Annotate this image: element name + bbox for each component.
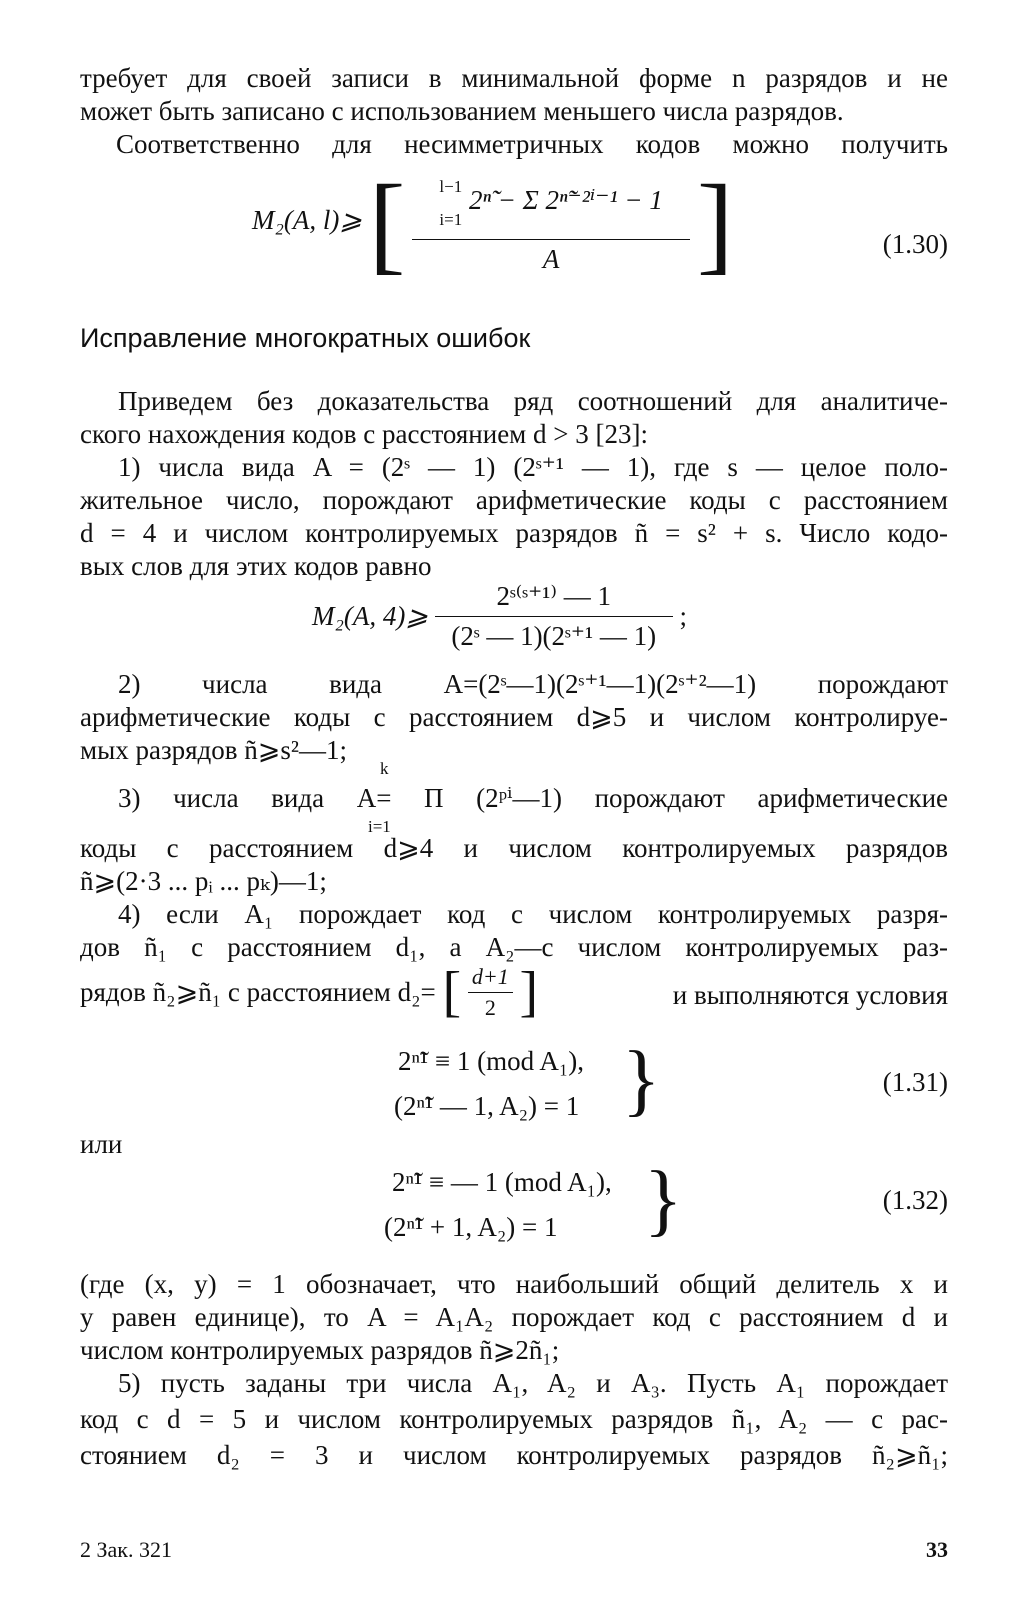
section-heading: Исправление многократных ошибок xyxy=(80,323,531,353)
text-line: или xyxy=(80,1129,123,1159)
equation-number: (1.31) xyxy=(882,1067,948,1097)
text-fragment: и выполняются условия xyxy=(672,980,948,1010)
equation-1-31-line2: (2ⁿ̃¹ — 1, A₂) = 1 xyxy=(394,1091,580,1121)
equation-fraction xyxy=(435,580,673,653)
text-line: 2) числа вида A=(2ˢ—1)(2ˢ⁺¹—1)(2ˢ⁺²—1) порождают xyxy=(118,669,948,699)
text-line: мых разрядов ñ⩾s²—1; xyxy=(80,735,348,765)
text-line: 4) если A₁ порождает код с числом контролируемых разря- xyxy=(118,899,948,929)
equation-number: (1.32) xyxy=(882,1185,948,1215)
right-brace: } xyxy=(644,1156,683,1244)
equation-1-31-line1: 2ⁿ̃¹ ≡ 1 (mod A₁), xyxy=(398,1046,584,1076)
right-bracket: ] xyxy=(696,162,734,284)
numerator-expression: 2ⁿ̃ − Σ 2ⁿ̃⁻²ⁱ⁻¹ − 1 xyxy=(468,185,663,216)
product-lower-limit: i=1 xyxy=(368,817,391,836)
text-line: рядов ñ₂⩾ñ₁ с расстоянием d₂= [ $\frac{d+1}{2}$ ] и выполняются условия xyxy=(80,961,948,1023)
sum-upper-limit: l−1 xyxy=(439,177,463,196)
signature-mark: 2 Зак. 321 xyxy=(80,1537,172,1562)
fraction-denominator: (2ˢ — 1)(2ˢ⁺¹ — 1) xyxy=(435,616,673,653)
text-line: стоянием d₂ = 3 и числом контролируемых разрядов ñ₂⩾ñ₁; xyxy=(80,1440,948,1470)
bracket-fraction xyxy=(468,965,513,1020)
sum-lower-limit: i=1 xyxy=(439,210,463,229)
fraction-denominator: 2 xyxy=(468,992,513,1020)
text-line: ñ⩾(2·3 ... pᵢ ... pₖ)—1; xyxy=(80,866,327,896)
text-line: Приведем без доказательства ряд соотношений для аналитиче- xyxy=(118,386,948,416)
text-line: 5) пусть заданы три числа A₁, A₂ и A₃. Пусть A₁ порождает xyxy=(118,1368,948,1398)
product-upper-limit: k xyxy=(380,759,389,778)
text-line: может быть записано с использованием меньшего числа разрядов. xyxy=(80,96,844,126)
text-line: арифметические коды с расстоянием d⩾5 и числом контролируе- xyxy=(80,702,948,732)
equation-number: (1.30) xyxy=(882,229,948,259)
text-line: числом контролируемых разрядов ñ⩾2ñ₁; xyxy=(80,1335,560,1365)
page-number: 33 xyxy=(926,1537,948,1562)
text-line: 1) числа вида A = (2ˢ — 1) (2ˢ⁺¹ — 1), где s — целое поло- xyxy=(118,452,948,482)
left-bracket: [ xyxy=(368,162,406,284)
text-line: дов ñ₁ с расстоянием d₁, а A₂—с числом контролируемых раз- xyxy=(80,932,948,962)
fraction-numerator: 2ˢ⁽ˢ⁺¹⁾ — 1 xyxy=(496,581,612,611)
text-line: код с d = 5 и числом контролируемых разрядов ñ₁, A₂ — с рас- xyxy=(80,1404,948,1434)
page-footer xyxy=(80,1535,948,1565)
fraction-denominator: A xyxy=(412,239,690,276)
text-line: d = 4 и числом контролируемых разрядов ñ = s² + s. Число кодо- xyxy=(80,518,948,548)
text-line: y равен единице), то A = A₁A₂ порождает код с расстоянием d и xyxy=(80,1302,948,1332)
equation-1-32-line2: (2ⁿ̃¹ + 1, A₂) = 1 xyxy=(384,1212,558,1242)
fraction-numerator xyxy=(412,170,690,239)
equation-lhs: M₂(A, l)⩾ xyxy=(252,205,362,236)
text-line: Соответственно для несимметричных кодов можно получить xyxy=(116,129,948,159)
equation-tail: ; xyxy=(679,601,687,631)
right-brace: } xyxy=(622,1036,661,1124)
equation-1-30 xyxy=(252,162,734,284)
text-line: (где (x, y) = 1 обозначает, что наибольший общий делитель x и xyxy=(80,1269,948,1299)
text-line: вых слов для этих кодов равно xyxy=(80,551,432,581)
fraction-numerator: d+1 xyxy=(471,964,509,989)
text-fragment: рядов ñ₂⩾ñ₁ с расстоянием d₂= xyxy=(80,977,436,1007)
text-line: 3) числа вида A= Π (2ᵖⁱ—1) порождают арифметические xyxy=(118,783,948,813)
text-line: требует для своей записи в минимальной форме n разрядов и не xyxy=(80,63,948,93)
equation-m4 xyxy=(312,580,687,653)
equation-lhs: M₂(A, 4)⩾ xyxy=(312,601,428,631)
equation-1-32-line1: 2ⁿ̃¹ ≡ — 1 (mod A₁), xyxy=(392,1167,612,1197)
equation-fraction xyxy=(412,170,690,276)
text-line: жительное число, порождают арифметические коды с расстоянием xyxy=(80,485,948,515)
text-line: коды с расстоянием d⩾4 и числом контролируемых разрядов xyxy=(80,833,948,863)
text-line: ского нахождения кодов с расстоянием d > 3 [23]: xyxy=(80,419,648,449)
